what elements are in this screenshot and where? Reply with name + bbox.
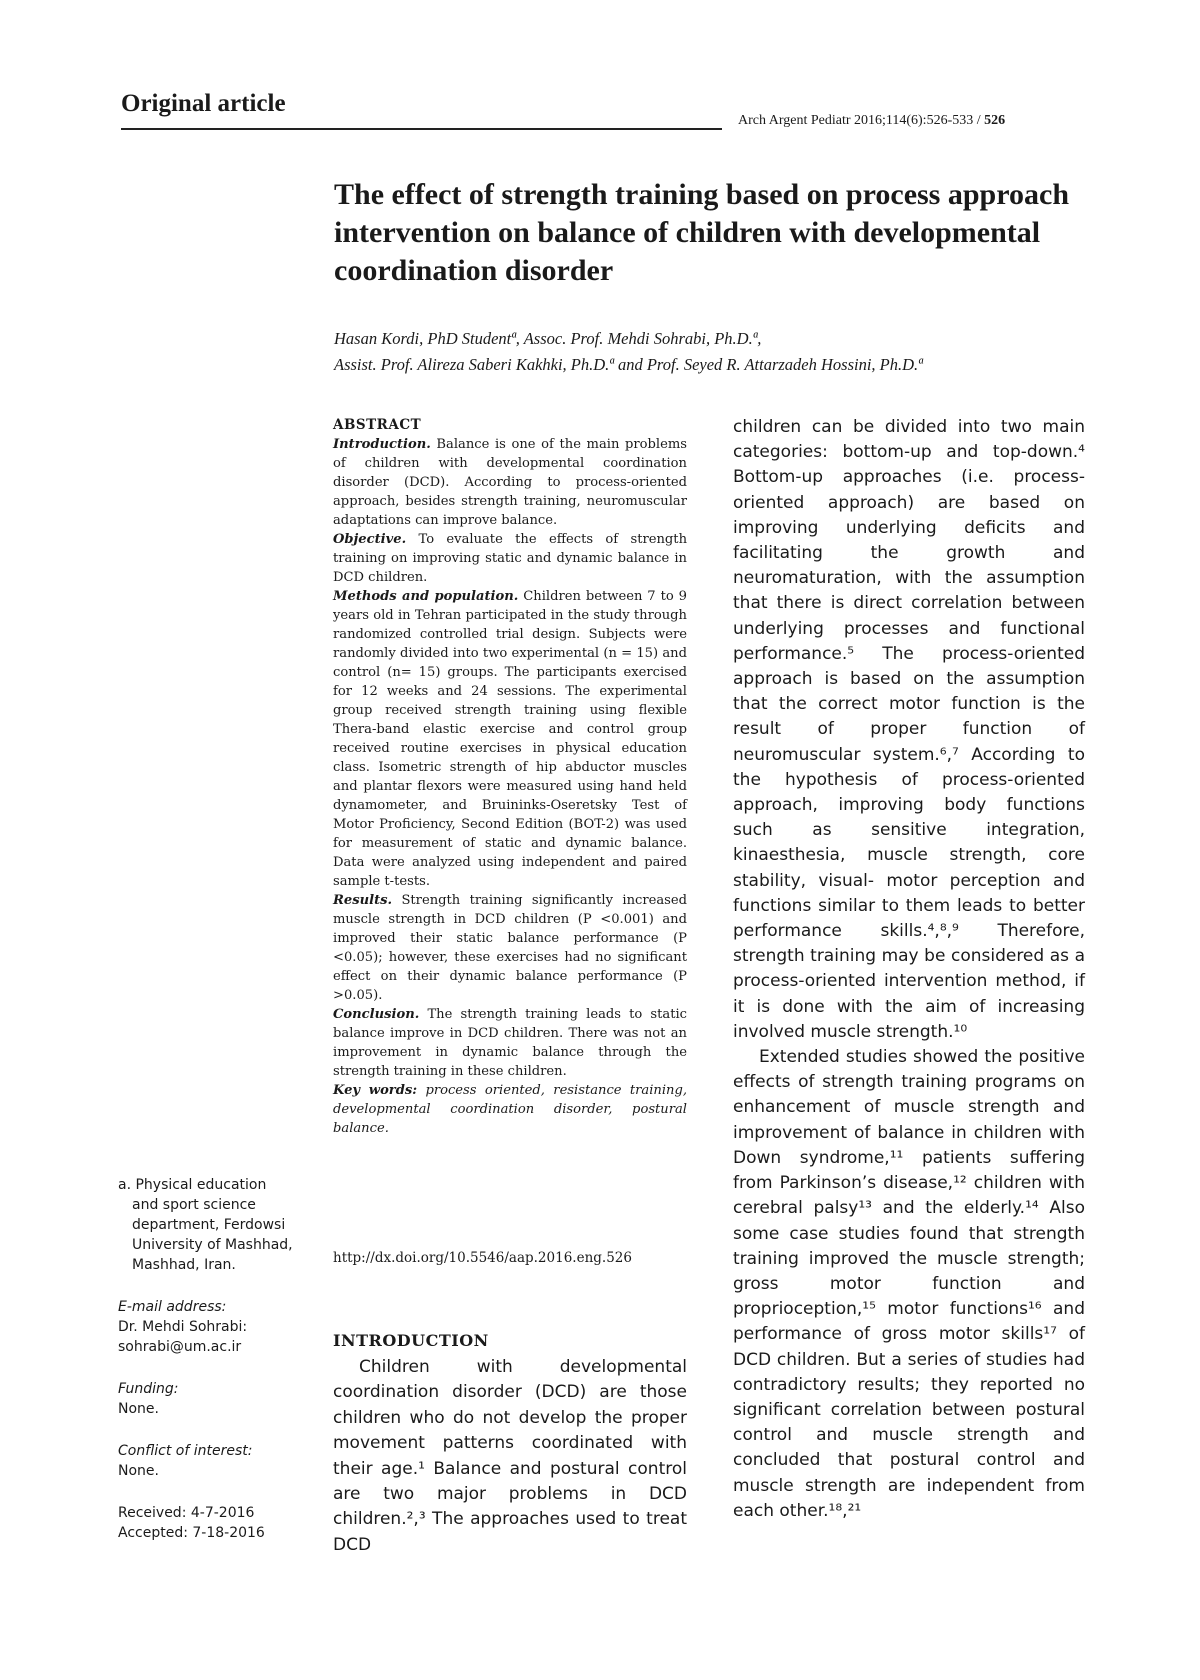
abstract-heading: ABSTRACT	[333, 417, 422, 433]
abstract-introduction	[333, 435, 687, 530]
abstract-objective-label: Objective.	[333, 532, 407, 547]
abstract-results-label: Results.	[333, 893, 393, 908]
affiliation: a. Physical education and sport science department, Ferdowsi University of Mashhad, Mashhad, Iran.	[118, 1177, 293, 1273]
abstract-objective-text: To evaluate the effects of strength training on improving static and dynamic balance in DCD children.	[333, 532, 687, 585]
abstract-conclusion	[333, 1005, 687, 1081]
sidebar	[118, 1175, 293, 1565]
abstract-objective	[333, 530, 687, 587]
doi-link[interactable]: http://dx.doi.org/10.5546/aap.2016.eng.526	[333, 1250, 632, 1266]
abstract-conclusion-text: The strength training leads to static balance improve in DCD children. There was not an improvement in dynamic balance through the strength training in these children.	[333, 1007, 687, 1079]
abstract-introduction-text: Balance is one of the main problems of children with developmental coordination disorder (DCD). According to process-oriented approach, besides strength training, neuromuscular adaptations can improve balance.	[333, 437, 687, 528]
right-column	[733, 415, 1085, 1524]
email-name: Dr. Mehdi Sohrabi:	[118, 1319, 248, 1335]
funding-value: None.	[118, 1401, 159, 1417]
author-list	[334, 326, 1114, 378]
authors-line-1: Hasan Kordi, PhD Studentª, Assoc. Prof. Mehdi Sohrabi, Ph.D.ª,	[334, 329, 762, 348]
abstract-results-text: Strength training significantly increased muscle strength in DCD children (P <0.001) and improved their static balance performance (P <0.05); however, these exercises had no significant effect on their dynamic balance performance (P >0.05).	[333, 893, 687, 1003]
conflict-label: Conflict of interest:	[118, 1443, 253, 1459]
abstract-methods-label: Methods and population.	[333, 589, 519, 604]
introduction-heading: INTRODUCTION	[333, 1331, 489, 1350]
abstract-keywords	[333, 1081, 687, 1138]
section-label: Original article	[121, 90, 286, 117]
page-number: 526	[984, 113, 1006, 128]
conflict-block	[118, 1441, 293, 1481]
header-rule	[121, 128, 722, 130]
abstract-conclusion-label: Conclusion.	[333, 1007, 420, 1022]
conflict-value: None.	[118, 1463, 159, 1479]
authors-line-2: Assist. Prof. Alireza Saberi Kakhki, Ph.D.ª and Prof. Seyed R. Attarzadeh Hossini, Ph.D.ª	[334, 355, 923, 374]
abstract-methods-text: Children between 7 to 9 years old in Tehran participated in the study through randomized controlled trial design. Subjects were randomly divided into two experimental (n = 15) and control (n= 15) groups. The participants exercised for 12 weeks and 24 sessions. The experimental group received strength training using flexible Thera-band elastic exercise and control group received routine exercises in physical education class. Isometric strength of hip abductor muscles and plantar flexors were measured using hand held dynamometer, and Bruininks-Oseretsky Test of Motor Proficiency, Second Edition (BOT-2) was used for measurement of static and dynamic balance. Data were analyzed using independent and paired sample t-tests.	[333, 589, 687, 889]
abstract-results	[333, 891, 687, 1005]
dates-block	[118, 1503, 293, 1543]
email-block	[118, 1297, 293, 1357]
abstract-keywords-label: Key words:	[333, 1083, 418, 1098]
right-paragraph-2: Extended studies showed the positive effects of strength training programs on enhancement of muscle strength and improvement of balance in children with Down syndrome,¹¹ patients suffering from Parkinson’s disease,¹² children with cerebral palsy¹³ and the elderly.¹⁴ Also some case studies found that strength training improved the muscle strength; gross motor function and proprioception,¹⁵ motor functions¹⁶ and performance of gross motor skills¹⁷ of DCD children. But a series of studies had contradictory results; they reported no significant correlation between postural control and muscle strength and concluded that postural control and muscle strength are independent from each other.¹⁸,²¹	[733, 1047, 1085, 1521]
journal-citation: Arch Argent Pediatr 2016;114(6):526-533 /	[738, 113, 985, 128]
abstract-keywords-text: process oriented, resistance training, developmental coordination disorder, postural balance.	[333, 1083, 688, 1136]
email-label: E-mail address:	[118, 1299, 227, 1315]
abstract-introduction-label: Introduction.	[333, 437, 431, 452]
abstract-methods	[333, 587, 687, 891]
accepted-date: Accepted: 7-18-2016	[118, 1525, 265, 1541]
email-address[interactable]: sohrabi@um.ac.ir	[118, 1339, 242, 1355]
funding-block	[118, 1379, 293, 1419]
funding-label: Funding:	[118, 1381, 179, 1397]
article-title: The effect of strength training based on process approach intervention on balance of children with developmental coordination disorder	[334, 178, 1069, 287]
introduction-body: Children with developmental coordination disorder (DCD) are those children who do not develop the proper movement patterns coordinated with their age.¹ Balance and postural control are two major problems in DCD children.²,³ The approaches used to treat DCD	[333, 1357, 687, 1555]
journal-reference	[738, 113, 1005, 129]
right-paragraph-1: children can be divided into two main categories: bottom-up and top-down.⁴ Bottom-up approaches (i.e. process-oriented approach) are based on improving underlying deficits and facilitating the growth and neuromaturation, with the assumption that there is direct correlation between underlying processes and functional performance.⁵ The process-oriented approach is based on the assumption that the correct motor function is the result of proper function of neuromuscular system.⁶,⁷ According to the hypothesis of process-oriented approach, improving body functions such as sensitive integration, kinaesthesia, muscle strength, core stability, visual- motor perception and functions similar to them leads to better performance skills.⁴,⁸,⁹ Therefore, strength training may be considered as a process-oriented intervention method, if it is done with the aim of increasing involved muscle strength.¹⁰	[733, 417, 1085, 1042]
abstract	[333, 416, 687, 1138]
received-date: Received: 4-7-2016	[118, 1505, 255, 1521]
